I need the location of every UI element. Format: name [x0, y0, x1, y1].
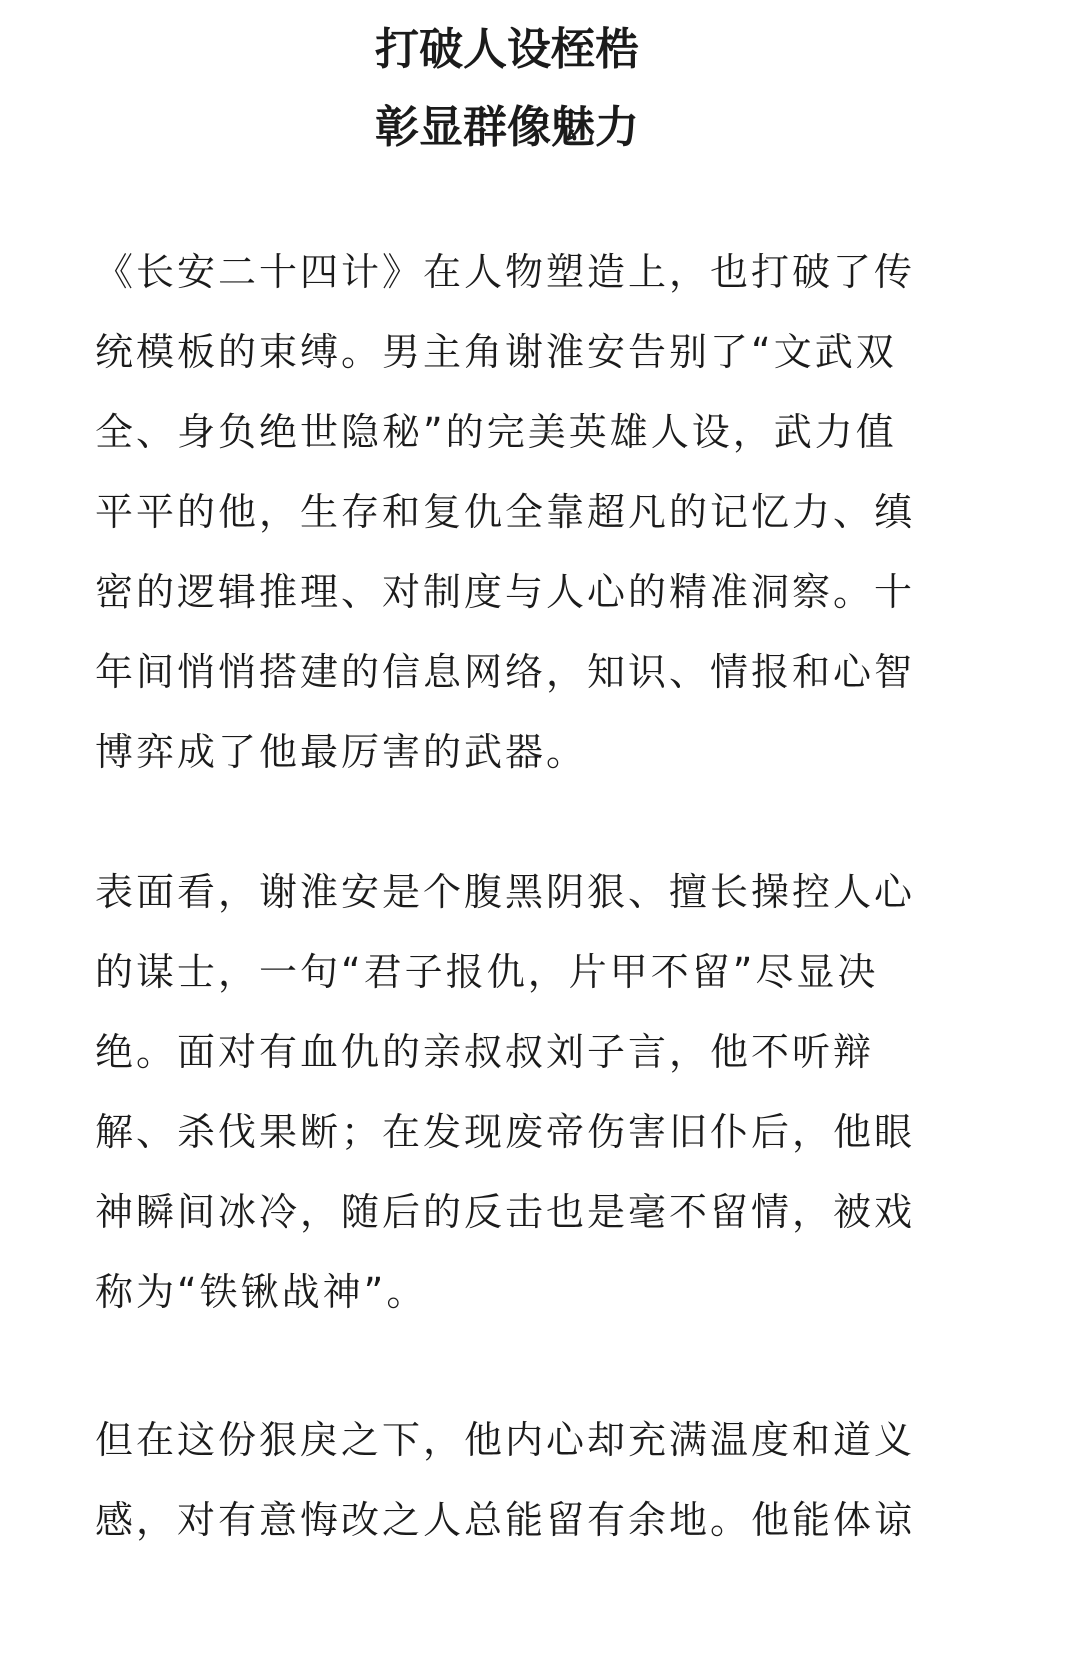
text-line: 《长安二十四计》在人物塑造上，也打破了传 — [95, 250, 916, 294]
text-line: 感，对有意悔改之人总能留有余地。他能体谅 — [95, 1498, 916, 1542]
text-line: 统模板的束缚。男主角谢淮安告别了“文武双 — [95, 330, 897, 374]
text-line: 密的逻辑推理、对制度与人心的精准洞察。十 — [95, 570, 916, 614]
paragraph — [95, 1400, 925, 1560]
heading-line: 打破人设桎梏 — [375, 24, 639, 75]
text-line: 年间悄悄搭建的信息网络，知识、情报和心智 — [95, 650, 916, 694]
text-line: 平平的他，生存和复仇全靠超凡的记忆力、缜 — [95, 490, 916, 534]
text-line: 神瞬间冰冷，随后的反击也是毫不留情，被戏 — [95, 1190, 916, 1234]
paragraph — [95, 852, 925, 1332]
text-line: 的谋士，一句“君子报仇，片甲不留”尽显决 — [95, 950, 879, 994]
text-line: 绝。面对有血仇的亲叔叔刘子言，他不听辩 — [95, 1030, 875, 1074]
text-line: 解、杀伐果断；在发现废帝伤害旧仆后，他眼 — [95, 1110, 916, 1154]
text-line: 表面看，谢淮安是个腹黑阴狠、擅长操控人心 — [95, 870, 916, 914]
text-line: 博弈成了他最厉害的武器。 — [95, 730, 588, 774]
text-line: 称为“铁锹战神”。 — [95, 1270, 428, 1314]
paragraph — [95, 232, 925, 792]
article-heading — [0, 11, 1014, 167]
text-line: 全、身负绝世隐秘”的完美英雄人设，武力值 — [95, 410, 897, 454]
text-line: 但在这份狠戾之下，他内心却充满温度和道义 — [95, 1418, 916, 1462]
heading-line: 彰显群像魅力 — [375, 102, 639, 153]
